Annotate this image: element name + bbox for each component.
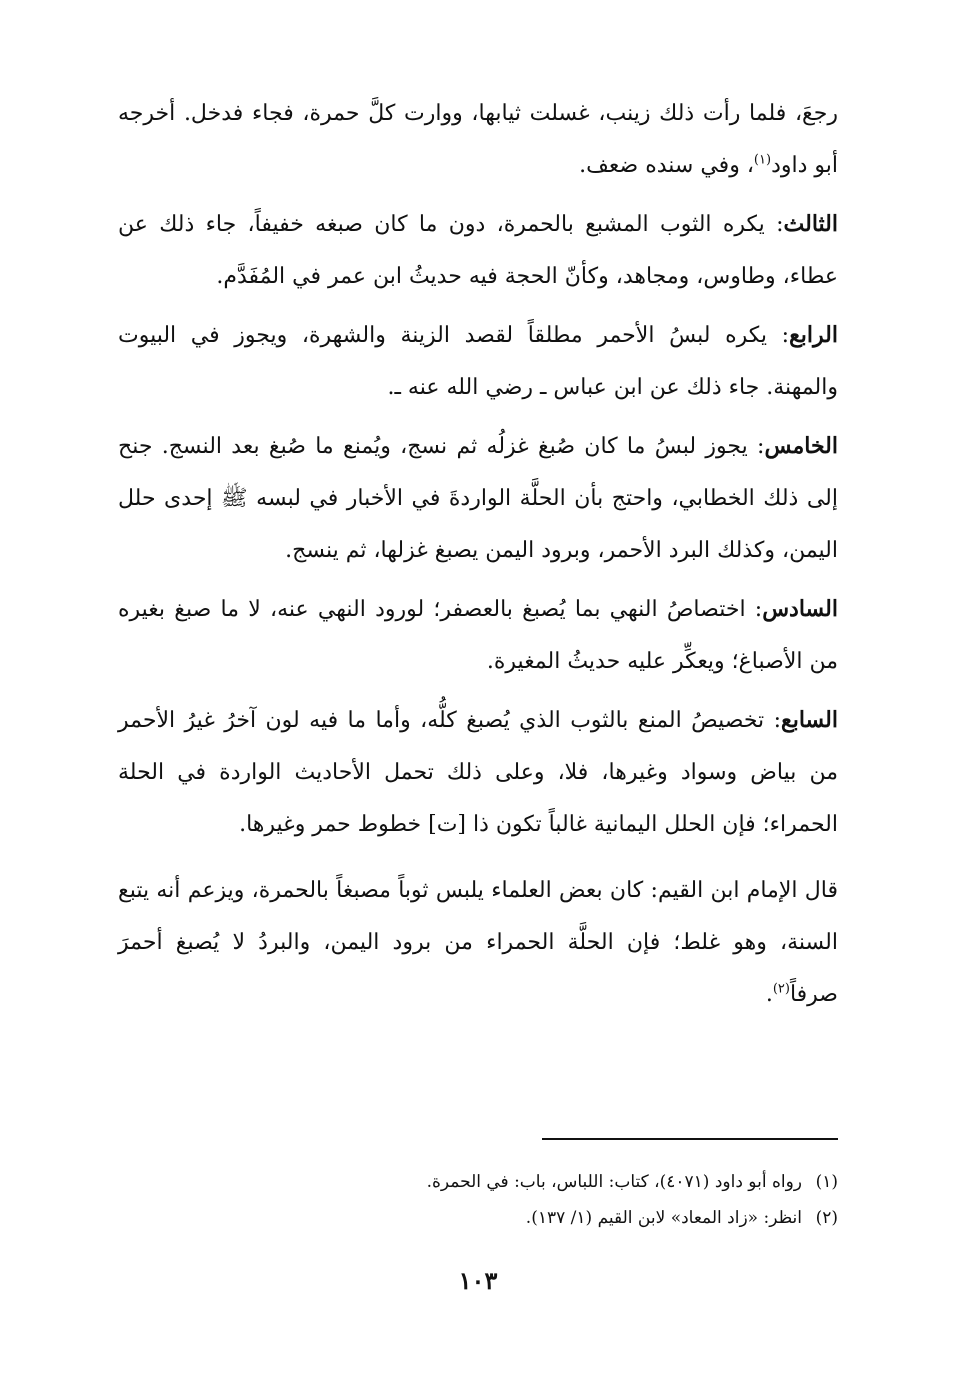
footnote-ref-1[interactable]: (١) bbox=[753, 152, 772, 168]
footnote-separator bbox=[542, 1138, 838, 1140]
paragraph-lead-seventh: السابع bbox=[781, 707, 838, 733]
footnote-number: (٢) bbox=[815, 1208, 838, 1228]
footnote-1 bbox=[118, 1164, 838, 1200]
paragraph-fourth-opinion bbox=[118, 309, 838, 414]
paragraph-text-seventh: : تخصيصُ المنع بالثوب الذي يُصبغ كلُّه، وأما ما فيه لون آخرُ غيرُ الأحمر من بياض وسواد وغيرها، فلا، وعلى ذلك تحمل الأحاديث الواردة في الحلة الحمراء؛ فإن الحلل اليمانية غالباً تكون ذا [ت] خطوط حمر وغيرها. bbox=[118, 708, 838, 837]
paragraph-lead-third: الثالث bbox=[783, 211, 838, 237]
paragraph-seventh-opinion bbox=[118, 694, 838, 851]
paragraph-fifth-opinion bbox=[118, 420, 838, 577]
footnote-number: (١) bbox=[815, 1172, 838, 1192]
paragraph-lead-fourth: الرابع bbox=[789, 322, 838, 348]
paragraph-1 bbox=[118, 88, 838, 192]
footnotes bbox=[118, 1164, 838, 1236]
paragraph-lead-fifth: الخامس bbox=[764, 433, 838, 459]
paragraph-1-text: رجعَ، فلما رأت ذلك زينب، غسلت ثيابها، ووارت كلَّ حمرة، فجاء فدخل. أخرجه أبو داود bbox=[118, 101, 838, 178]
paragraph-sixth-opinion bbox=[118, 583, 838, 688]
paragraph-third-opinion bbox=[118, 198, 838, 303]
paragraph-text-fifth: : يجوز لبسُ ما كان صُبغ غزلُه ثم نسج، ويُمنع ما صُبغ بعد النسج. جنح إلى ذلك الخطابي، واحتج بأن الحلَّة الواردةَ في الأخبار في لبسه ﷺ إحدى حلل اليمن، وكذلك البرد الأحمر، وبرود اليمن يصبغ غزلها، ثم ينسج. bbox=[118, 434, 838, 563]
paragraph-text-third: : يكره الثوب المشبع بالحمرة، دون ما كان صبغه خفيفاً، جاء ذلك عن عطاء، وطاوس، ومجاهد، وكأنّ الحجة فيه حديثُ ابن عمر في المُفَدَّم. bbox=[118, 212, 838, 289]
page-number: ١٠٣ bbox=[458, 1266, 498, 1295]
paragraph-quote-text: قال الإمام ابن القيم: كان بعض العلماء يلبس ثوباً مصبغاً بالحمرة، ويزعم أنه يتبع السنة، وهو غلط؛ فإن الحلَّة الحمراء من برود اليمن، والبردُ لا يُصبغ أحمرَ صرفاً bbox=[118, 878, 838, 1007]
paragraph-text-sixth: : اختصاصُ النهي بما يُصبغ بالعصفر؛ لورود النهي عنه، لا ما صبغ بغيره من الأصباغ؛ ويعكِّر عليه حديثُ المغيرة. bbox=[118, 597, 838, 674]
footnote-text: انظر: «زاد المعاد» لابن القيم (١/ ١٣٧). bbox=[525, 1208, 802, 1228]
main-text bbox=[118, 88, 838, 1027]
paragraph-text-fourth: : يكره لبسُ الأحمر مطلقاً لقصد الزينة والشهرة، ويجوز في البيوت والمهنة. جاء ذلك عن ابن عباس ـ رضي الله عنه ـ. bbox=[118, 323, 838, 400]
footnote-ref-2[interactable]: (٢) bbox=[772, 981, 790, 997]
paragraph-quote-text-end: . bbox=[765, 982, 773, 1007]
footnote-text: رواه أبو داود (٤٠٧١)، كتاب: اللباس، باب: في الحمرة. bbox=[426, 1172, 802, 1192]
footnote-2 bbox=[118, 1200, 838, 1236]
paragraph-1-text-end: ، وفي سنده ضعف. bbox=[579, 153, 754, 178]
paragraph-ibn-qayyim-quote bbox=[118, 865, 838, 1021]
paragraph-lead-sixth: السادس bbox=[762, 596, 838, 622]
